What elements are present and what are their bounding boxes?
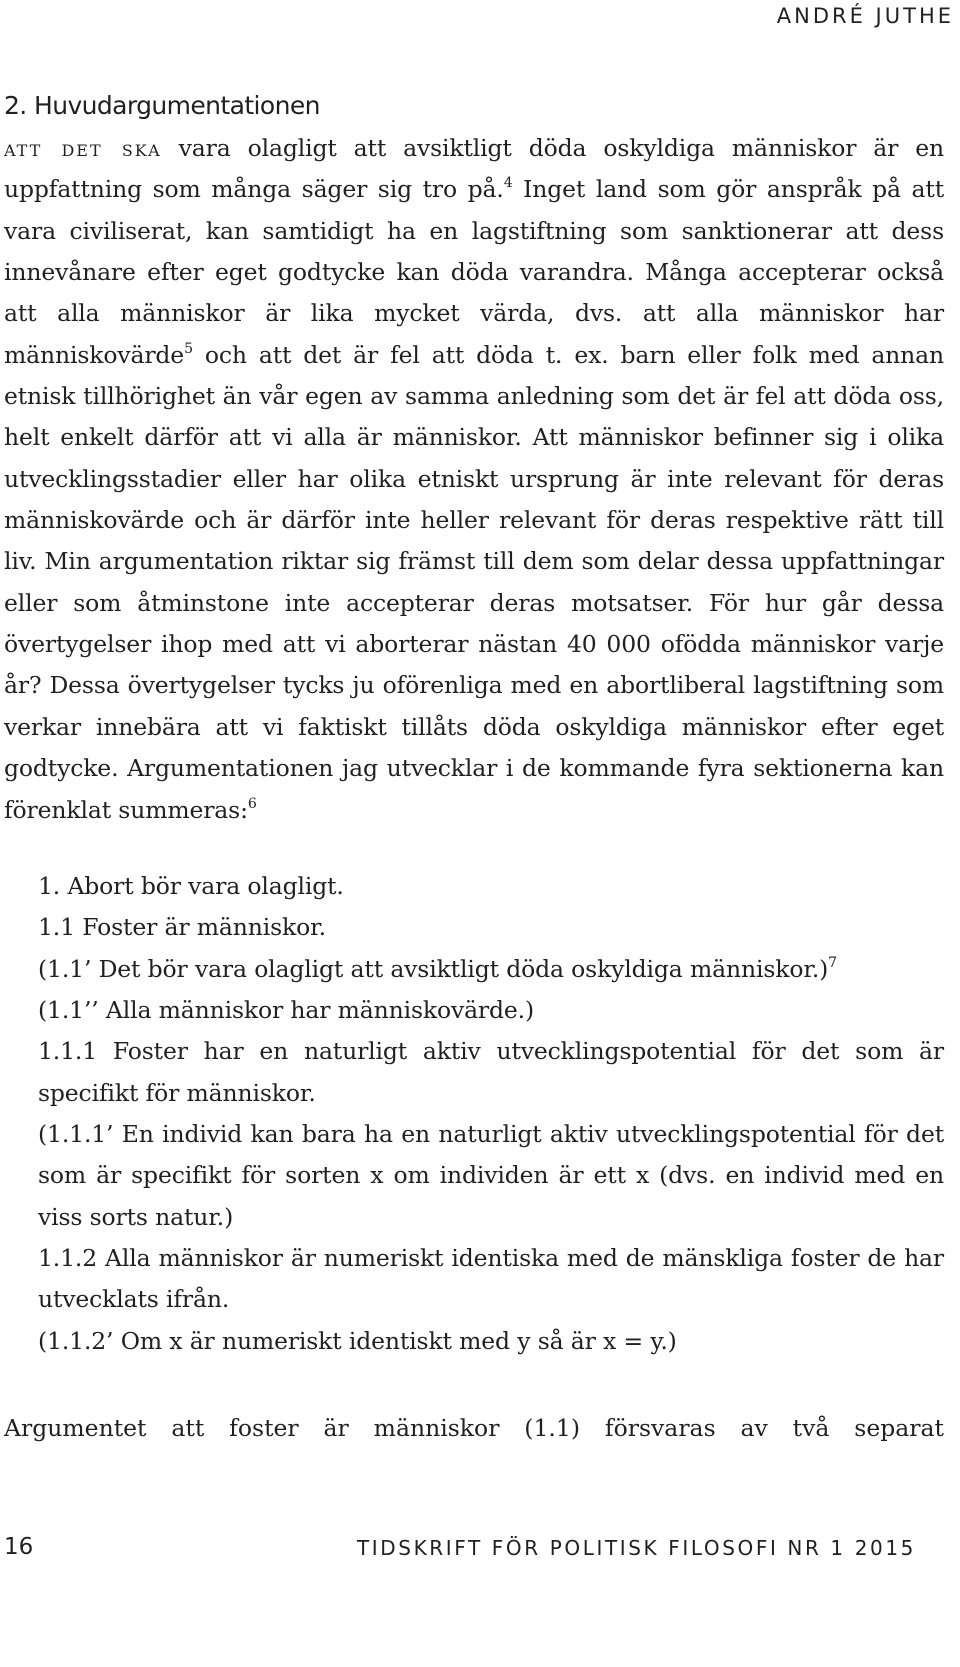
paragraph-text-1: vara olagligt att avsiktligt döda oskyldiga människor är en uppfattning som många säger sig tro på. [4, 134, 945, 204]
closing-line: Argumentet att foster är människor (1.1) försvaras av två separat [4, 1414, 944, 1442]
argument-item: (1.1.1’ En individ kan bara ha en naturligt aktiv utvecklingspotential för det som är specifikt för sorten x om individen är ett x (dvs. en individ med en viss sorts natur.) [38, 1120, 944, 1231]
footnote-ref-7: 7 [828, 954, 837, 971]
paragraph-text-3: och att det är fel att döda t. ex. barn eller folk med annan etnisk tillhörighet än vår egen av samma anledning som det är fel att döda oss, helt enkelt därför att vi alla är människor. Att människor befinner sig i olika utvecklingsstadier eller har olika etniskt ursprung är inte relevant för deras människovärde och är därför inte heller relevant för deras respektive rätt till liv. Min argumentation riktar sig främst till dem som delar dessa uppfattningar eller som åtminstone inte accepterar deras motsatser. För hur går dessa övertygelser ihop med att vi aborterar nästan 40 000 ofödda människor varje år? Dessa övertygelser tycks ju oförenliga med en abortliberal lagstiftning som verkar innebära att vi faktiskt tillåts döda oskyldiga människor efter eget godtycke. Argumentationen jag utvecklar i de kommande fyra sektionerna kan förenklat summeras: [4, 340, 944, 824]
page-number: 16 [4, 1534, 34, 1560]
body-paragraph [4, 128, 944, 831]
footnote-ref-4: 4 [503, 175, 513, 192]
argument-item-text: (1.1’ Det bör vara olagligt att avsiktligt döda oskyldiga människor.) [38, 954, 829, 983]
argument-item: 1.1.2 Alla människor är numeriskt identiska med de mänskliga foster de har utvecklats ifrån. [38, 1244, 944, 1314]
argument-item: 1. Abort bör vara olagligt. [38, 872, 344, 900]
argument-item: (1.1.2’ Om x är numeriskt identiskt med y så är x = y.) [38, 1326, 677, 1355]
argument-item [38, 949, 944, 990]
footnote-ref-6: 6 [247, 795, 257, 812]
argument-item: 1.1 Foster är människor. [38, 913, 326, 942]
paragraph-text-2: Inget land som gör anspråk på att vara civiliserat, kan samtidigt ha en lagstiftning som sanktionerar att dess innevånare efter eget godtycke kan döda varandra. Många accepterar också att alla människor är lika mycket värda, dvs. att alla människor har människovärde [4, 175, 944, 369]
section-heading: 2. Huvudargumentationen [4, 91, 320, 120]
argument-item: 1.1.1 Foster har en naturligt aktiv utvecklingspotential för det som är specifikt för människor. [38, 1037, 944, 1107]
paragraph-lead-smallcaps: att det ska [4, 134, 162, 162]
journal-footer: TIDSKRIFT FÖR POLITISK FILOSOFI NR 1 2015 [356, 1536, 916, 1560]
footnote-ref-5: 5 [184, 340, 193, 357]
argument-list [38, 866, 944, 1362]
argument-item: (1.1’’ Alla människor har människovärde.) [38, 996, 535, 1025]
running-head-author: ANDRÉ JUTHE [776, 4, 954, 28]
